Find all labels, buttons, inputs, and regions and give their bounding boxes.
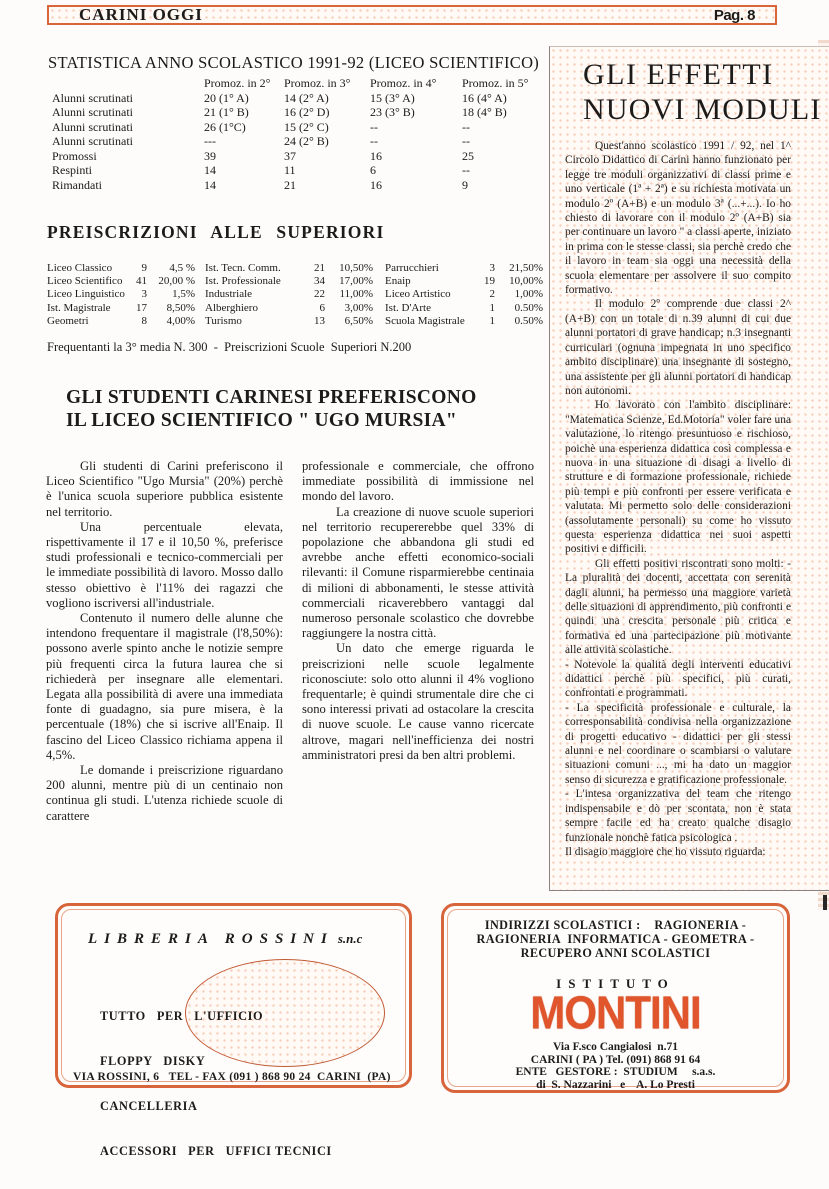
sidebar-title-line: NUOVI MODULI: [583, 93, 822, 126]
preiscrizioni-title: PREISCRIZIONI ALLE SUPERIORI: [47, 222, 385, 242]
enrolment-count: 3: [489, 262, 495, 274]
enrolment-percent: 10,50%: [339, 262, 373, 274]
stats-col-header: Promoz. in 2°: [204, 76, 271, 90]
article-paragraph: professionale e commerciale, che offrono immediate possibilità di immissione nel mondo del lavoro.: [302, 459, 534, 504]
school-name: Enaip: [385, 275, 411, 288]
article-headline: [66, 386, 477, 432]
preiscrizioni-footer: Frequentanti la 3° media N. 300 - Preiscrizioni Scuole Superiori N.200: [47, 340, 412, 354]
enrolment-percent: 4,5 %: [169, 262, 195, 274]
montini-info-line: ENTE GESTORE : STUDIUM s.a.s.: [515, 1066, 716, 1078]
sidebar-paragraph: - L'intesa organizzativa del team che ritengo indispensabile e dò per scontata, non è stata sempre facile ed ha creato qualche disagio funzionale nonchè fatica psicologica .: [565, 788, 791, 844]
rossini-suffix: s.n.c: [337, 931, 363, 946]
sidebar-body: [565, 139, 791, 859]
montini-course-line: INDIRIZZI SCOLASTICI : RAGIONERIA -: [484, 918, 747, 932]
sidebar-title: [583, 57, 822, 127]
sidebar-paragraph: - Notevole la qualità degli interventi educativi didattici perchè più specifici, più curati, confrontati e programmati.: [565, 658, 791, 700]
montini-contact-info: [444, 1041, 787, 1091]
enrolment-count: 9: [141, 262, 147, 274]
rossini-name: [88, 931, 362, 948]
enrolment-count: 13: [314, 314, 325, 327]
enrolment-count: 41: [136, 275, 147, 288]
article-paragraph: Gli studenti di Carini preferiscono il Liceo Scientifico "Ugo Mursia" (20%) perchè è l'unica scuola superiore pubblica esistente nel territorio.: [46, 459, 283, 519]
enrolment-percent: 0.50%: [514, 314, 543, 327]
enrolment-count: 21: [314, 262, 325, 274]
stats-cell: 9: [462, 177, 468, 192]
rossini-item: CANCELLERIA: [100, 1099, 198, 1113]
sidebar-title-line: GLI EFFETTI: [583, 58, 774, 91]
stats-row-label: Alunni scrutinati: [52, 105, 133, 119]
stats-cell: 37: [284, 148, 296, 163]
stats-col-header: Promoz. in 3°: [284, 76, 351, 90]
ad-istituto-montini: [441, 903, 790, 1093]
preiscrizioni-row: [205, 315, 373, 328]
rossini-address: VIA ROSSINI, 6 TEL - FAX (091 ) 868 90 24 CARINI (PA): [73, 1071, 391, 1083]
preiscrizioni-row: [47, 315, 195, 328]
enrolment-count: 3: [141, 288, 147, 301]
stats-row-label: Alunni scrutinati: [52, 134, 133, 148]
school-name: Ist. D'Arte: [385, 301, 431, 314]
article-paragraph: La creazione di nuove scuole superiori nel territorio recupererebbe quel 33% di popolazione che abbandona gli studi ed avrebbe anche effetti economico-sociali rilevanti: il Comune risparmierebbe centinaia di milioni di abbonamenti, le stesse attività commerciali ricaverebbero vantaggi dal numeroso personale scolastico che dovrebbe raggiungere la nostra città.: [302, 504, 534, 641]
article-column-2: [302, 459, 534, 763]
preiscrizioni-row: [47, 262, 195, 275]
stats-cell: --: [462, 163, 470, 177]
stats-cell: --: [462, 134, 470, 148]
stats-cell: 16: [370, 148, 382, 163]
stats-cell: 21: [284, 177, 296, 192]
school-name: Liceo Linguistico: [47, 288, 125, 301]
stats-cell: 14: [204, 177, 216, 192]
stats-cell: 21 (1° B): [204, 105, 249, 119]
preiscrizioni-grid: [47, 262, 543, 328]
article-paragraph: Una percentuale elevata, rispettivamente il 17 e il 10,50 %, preferisce studi professionali e tecnico-commerciali per le immediate possibilità di lavoro. Mosso dallo stesso obiettivo è l'11% dei ragazzi che vogliono iscriversi all'industriale.: [46, 519, 283, 610]
stats-cell: 20 (1° A): [204, 90, 249, 105]
preiscrizioni-row: [385, 275, 543, 288]
stats-cell: 16: [370, 177, 382, 192]
stats-title: STATISTICA ANNO SCOLASTICO 1991-92 (LICEO SCIENTIFICO): [48, 53, 540, 72]
sidebar-paragraph: Ho lavorato con l'ambito disciplinare: "Matematica Scienze, Ed.Motoria" voler fare una valutazione, lo ritengo presuntuoso e rischioso, poichè una esperienza didattica così complessa e nuova in una situazione di disagi a livello di strutture e di formazione professionale, richiede più tempi e più confronti per essere verificata e valutata. Mi permetto solo delle considerazioni (assolutamente personali) su come ho vissuto questa esperienza didattica nei suoi aspetti positivi e difficili.: [565, 399, 791, 556]
enrolment-percent: 10,00%: [509, 275, 543, 288]
preiscrizioni-row: [47, 275, 195, 288]
stats-cell: --: [370, 134, 378, 148]
rossini-items: [100, 979, 332, 1189]
stats-cell: 15 (3° A): [370, 90, 415, 105]
preiscrizioni-column: [385, 262, 543, 328]
school-name: Ist. Magistrale: [47, 301, 111, 314]
stats-table: [52, 76, 542, 192]
school-name: Turismo: [205, 314, 242, 327]
montini-course-line: RECUPERO ANNI SCOLASTICI: [520, 946, 711, 960]
school-name: Ist. Professionale: [205, 275, 281, 288]
montini-info-line: di S. Nazzarini e A. Lo Presti: [536, 1078, 695, 1091]
sidebar-paragraph: Gli effetti positivi riscontrati sono molti: - La pluralità dei docenti, accettata con serenità dagli alunni, ha permesso una maggiore varietà delle situazioni di apprendimento, più confronti e quindi una crescita personale più critica e formativa ed una partecipazione più motivante alle attività scolastiche.: [565, 557, 791, 657]
school-name: Industriale: [205, 288, 253, 301]
school-name: Geometri: [47, 314, 89, 327]
enrolment-percent: 21,50%: [509, 262, 543, 274]
enrolment-percent: 1,5%: [172, 288, 195, 301]
preiscrizioni-column: [205, 262, 373, 328]
preiscrizioni-row: [47, 302, 195, 315]
stats-row-label: Respinti: [52, 163, 93, 177]
enrolment-percent: 4,00%: [166, 314, 195, 327]
article-headline-line: IL LICEO SCIENTIFICO " UGO MURSIA": [66, 410, 458, 431]
school-name: Liceo Scientifico: [47, 275, 123, 288]
enrolment-percent: 17,00%: [339, 275, 373, 288]
school-name: Scuola Magistrale: [385, 314, 465, 327]
preiscrizioni-row: [47, 288, 195, 301]
sidebar-paragraph: Quest'anno scolastico 1991 / 92, nel 1^ Circolo Didattico di Carini hanno funzionato per legge tre moduli organizzativi di classi prime e uno verticale (1ª + 2ª) e su richiesta motivata un modulo 2º (A+B) e un modulo 3ª (...+...). Io ho chiesto di lavorare con il modulo 2º (A+B) sia per continuare un lavoro " a classi aperte, iniziato in prima con le stesse classi, sia perchè credo che il lavoro in team sia oggi una necessità della scuola elementare per assolvere il suo compito formativo.: [565, 140, 791, 297]
stats-cell: 26 (1°C): [204, 119, 246, 134]
preiscrizioni-row: [205, 302, 373, 315]
sidebar-paragraph: - La specificità professionale e culturale, la corresponsabilità condivisa nella organizzazione di progetti educativo - didattici per gli stessi alunni e nel coordinare o scambiarsi o valutare situazioni comuni ..., mi ha dato un maggior senso di sicurezza e gratificazione professionale.: [565, 701, 791, 786]
rossini-item: FLOPPY DISKY: [100, 1054, 206, 1068]
stats-cell: 18 (4° B): [462, 105, 507, 119]
montini-istituto-label: ISTITUTO: [556, 976, 675, 991]
stats-cell: ---: [204, 134, 216, 148]
school-name: Liceo Artistico: [385, 288, 451, 301]
montini-logo-text: MONTINI: [530, 986, 701, 1039]
enrolment-count: 1: [489, 301, 495, 314]
stats-row-label: Rimandati: [52, 177, 102, 192]
stats-cell: 6: [370, 163, 376, 177]
preiscrizioni-column: [47, 262, 195, 328]
sidebar-paragraph: Il modulo 2º comprende due classi 2^ (A+B) con un totale di n.39 alunni di cui due alunni portatori di grave handicap; n.3 insegnanti curriculari (ognuna impegnata in uno specifico ambito disciplinare) una insegnante di sostegno, una assistente per gli alunni portatori di handicap non autonomi.: [565, 298, 791, 397]
ad-libreria-rossini: [55, 903, 412, 1158]
preiscrizioni-row: [385, 262, 543, 275]
stats-cell: 16 (2° D): [284, 105, 330, 119]
stats-row: [52, 149, 542, 164]
stats-row-label: Alunni scrutinati: [52, 119, 133, 134]
rossini-name-text: LIBRERIA ROSSINI: [88, 931, 334, 947]
stats-cell: --: [370, 119, 378, 134]
enrolment-count: 19: [484, 275, 495, 288]
school-name: Parrucchieri: [385, 262, 439, 274]
enrolment-percent: 3,00%: [344, 301, 373, 314]
enrolment-percent: 8,50%: [166, 301, 195, 314]
preiscrizioni-row: [205, 262, 373, 275]
publication-name: CARINI OGGI: [79, 5, 203, 24]
stats-cell: 11: [284, 163, 296, 177]
stats-cell: 23 (3° B): [370, 105, 415, 119]
stats-row-label: Alunni scrutinati: [52, 90, 133, 105]
enrolment-count: 2: [489, 288, 495, 301]
enrolment-percent: 1,00%: [514, 288, 543, 301]
stats-row: [52, 120, 542, 135]
sidebar-article: [549, 46, 829, 891]
page-header: [47, 5, 777, 25]
preiscrizioni-row: [205, 275, 373, 288]
stats-row: [52, 91, 542, 106]
preiscrizioni-row: [205, 288, 373, 301]
article-paragraph: Le domande i preiscrizione riguardano 200 alunni, mentre più di un centinaio non continua gli studi. L'utenza richiede scuole di carattere: [46, 763, 283, 823]
stats-row: [52, 134, 542, 149]
article-paragraph: Un dato che emerge riguarda le preiscrizioni nelle scuole legalmente riconosciute: solo otto alunni il 4% vogliono frequentarle; è quindi strumentale dire che ci sono interessi privati ad ostacolare la crescita di nuove scuole. Le cause vanno ricercate altrove, magari nell'inefficienza dei nostri amministratori presi da ben altri problemi.: [302, 641, 534, 762]
montini-info-line: Via F.sco Cangialosi n.71: [552, 1041, 679, 1053]
stats-row: [52, 105, 542, 120]
stats-cell: 14 (2° A): [284, 90, 329, 105]
binding-mark: [823, 895, 827, 910]
stats-row: [52, 178, 542, 193]
stats-cell: 39: [204, 148, 216, 163]
stats-cell: 16 (4° A): [462, 90, 507, 105]
article-headline-line: GLI STUDENTI CARINESI PREFERISCONO: [66, 387, 477, 408]
stats-cell: --: [462, 119, 470, 134]
school-name: Liceo Classico: [47, 262, 113, 274]
preiscrizioni-row: [385, 302, 543, 315]
enrolment-percent: 0.50%: [514, 301, 543, 314]
enrolment-count: 22: [314, 288, 325, 301]
enrolment-count: 1: [489, 314, 495, 327]
enrolment-count: 8: [141, 314, 147, 327]
stats-row: [52, 163, 542, 178]
enrolment-count: 17: [136, 301, 147, 314]
montini-course-line: RAGIONERIA INFORMATICA - GEOMETRA -: [476, 932, 755, 946]
article-column-1: [46, 459, 283, 824]
school-name: Alberghiero: [205, 301, 258, 314]
enrolment-percent: 6,50%: [344, 314, 373, 327]
stats-cell: 15 (2° C): [284, 119, 329, 134]
enrolment-percent: 20,00 %: [158, 275, 195, 288]
stats-cell: 14: [204, 163, 216, 177]
sidebar-paragraph: Il disagio maggiore che ho vissuto riguarda:: [565, 845, 766, 858]
enrolment-percent: 11,00%: [339, 288, 373, 301]
montini-courses: [444, 918, 787, 960]
preiscrizioni-row: [385, 288, 543, 301]
rossini-item: TUTTO PER L'UFFICIO: [100, 1009, 264, 1023]
montini-info-line: CARINI ( PA ) Tel. (091) 868 91 64: [530, 1053, 701, 1066]
stats-col-header: Promoz. in 4°: [370, 76, 437, 90]
rossini-item: ACCESSORI PER UFFICI TECNICI: [100, 1144, 332, 1158]
school-name: Ist. Tecn. Comm.: [205, 262, 281, 274]
article-paragraph: Contenuto il numero delle alunne che intendono frequentare il magistrale (l'8,50%): possono averle spinto anche le notizie sempre più frequenti circa la futura laurea che si richiederà per insegnare alle elementari. Legata alla possibilità di avere una immediata fonte di guadagno, sia pure misera, è la percentuale (18%) che si iscrive all'Enaip. Il fascino del Liceo Classico richiama appena il 4,5%.: [46, 611, 283, 762]
enrolment-count: 34: [314, 275, 325, 288]
stats-header-row: [52, 76, 542, 91]
stats-col-header: [52, 76, 204, 91]
stats-cell: 25: [462, 148, 474, 163]
enrolment-count: 6: [319, 301, 325, 314]
page-number: Pag. 8: [713, 6, 755, 24]
preiscrizioni-row: [385, 315, 543, 328]
stats-row-label: Promossi: [52, 148, 97, 163]
stats-cell: 24 (2° B): [284, 134, 329, 148]
stats-col-header: Promoz. in 5°: [462, 76, 529, 90]
